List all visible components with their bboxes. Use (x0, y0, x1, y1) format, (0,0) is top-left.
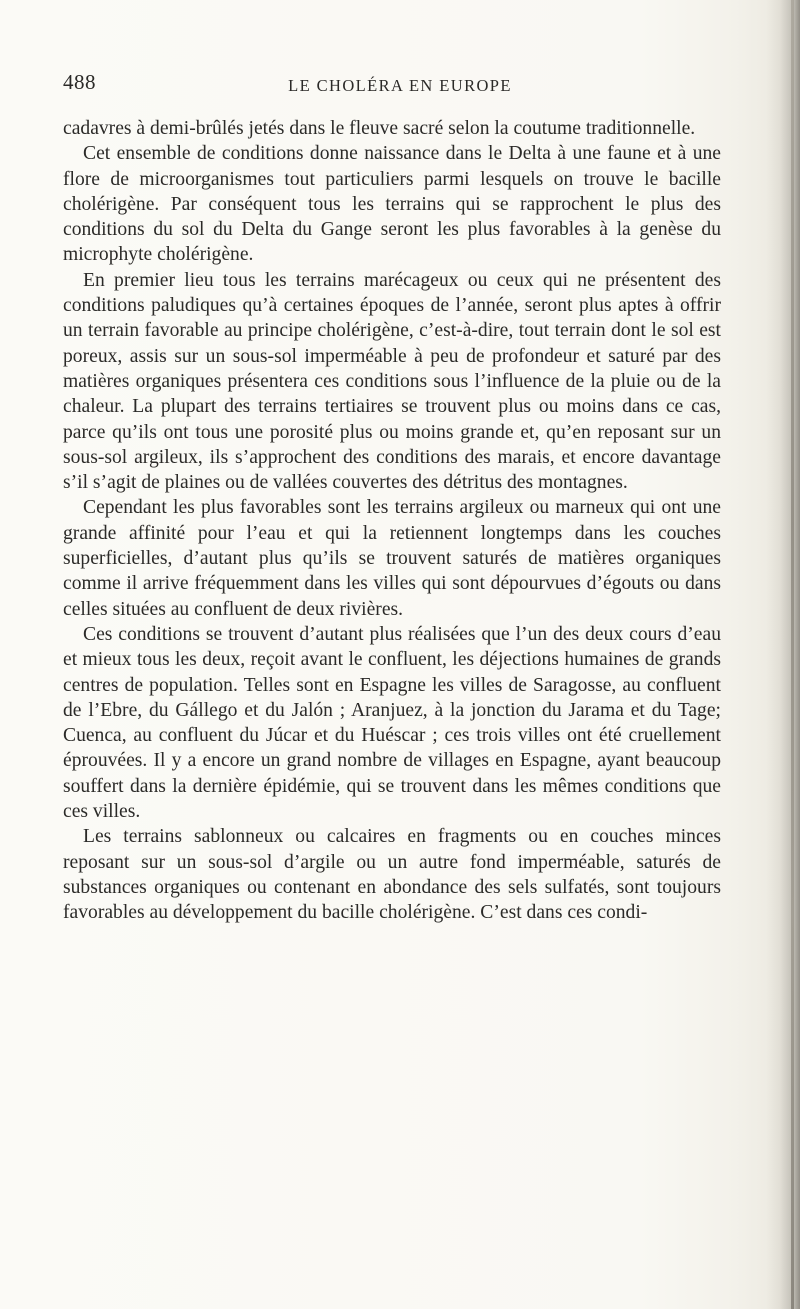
body-text (63, 116, 721, 926)
running-title: LE CHOLÉRA EN EUROPE (288, 76, 512, 95)
page-edge-shadow (766, 0, 800, 1309)
paragraph-5: Ces conditions se trouvent d’autant plus réalisées que l’un des deux cours d’eau et mieux tous les deux, reçoit avant le confluent, les déjections humaines de grands centres de population. Telles sont en Espagne les villes de Saragosse, au confluent de l’Ebre, du Gállego et du Jalón ; Aranjuez, à la jonction du Jarama et du Tage; Cuenca, au confluent du Júcar et du Huéscar ; ces trois villes ont été cruellement éprouvées. Il y a encore un grand nombre de villages en Espagne, ayant beaucoup souffert dans la dernière épidémie, qui se trouvent dans les mêmes conditions que ces villes. (63, 623, 721, 823)
paragraph-4: Cependant les plus favorables sont les terrains argileux ou marneux qui ont une grande affinité pour l’eau et qui la retiennent longtemps dans les couches superficielles, d’autant plus qu’ils se trouvent saturés de matières organiques comme il arrive fréquemment dans les villes qui sont dépourvues d’égouts ou dans celles situées au confluent de deux rivières. (63, 497, 721, 620)
paragraph-3: En premier lieu tous les terrains marécageux ou ceux qui ne présentent des conditions paludiques qu’à certaines époques de l’année, seront plus aptes à offrir un terrain favorable au principe cholérigène, c’est-à-dire, tout terrain dont le sol est poreux, assis sur un sous-sol imperméable à peu de profondeur et saturé par des matières organiques présentera ces conditions sous l’influence de la pluie ou de la chaleur. La plupart des terrains tertiaires se trouvent plus ou moins dans ce cas, parce qu’ils ont tous une porosité plus ou moins grande et, qu’en reposant sur un sous-sol argileux, ils s’approchent des conditions des marais, et encore davantage s’il s’agit de plaines ou de vallées couvertes des détritus des montagnes. (63, 269, 721, 494)
paragraph-2: Cet ensemble de conditions donne naissance dans le Delta à une faune et à une flore de microorganismes tout particuliers parmi lesquels on trouve le bacille cholérigène. Par conséquent tous les terrains qui se rapprochent le plus des conditions du sol du Delta du Gange seront les plus favorables à la genèse du microphyte cholérigène. (63, 143, 721, 266)
paragraph-1: cadavres à demi-brûlés jetés dans le fleuve sacré selon la coutume traditionnelle. (63, 118, 696, 139)
page-number: 488 (63, 70, 96, 94)
paragraph-6: Les terrains sablonneux ou calcaires en fragments ou en couches minces reposant sur un sous-sol d’argile ou un autre fond imperméable, saturés de substances organiques ou contenant en abondance des sels sulfatés, sont toujours favorables au développement du bacille cholérigène. C’est dans ces condi- (63, 826, 721, 924)
page-binding-edge (791, 0, 794, 1309)
